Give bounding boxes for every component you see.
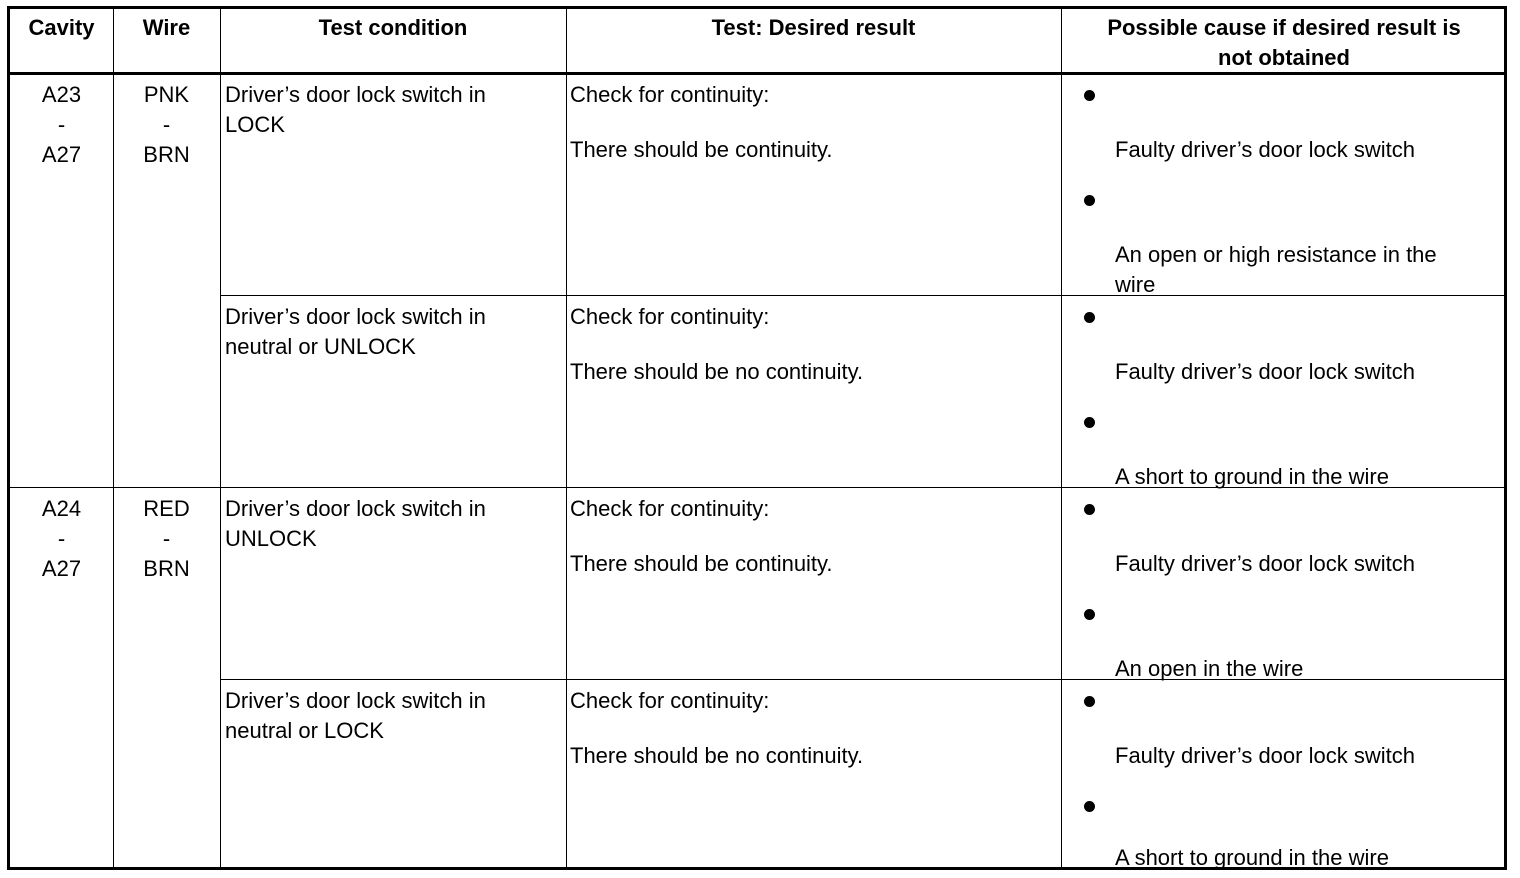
column-divider	[1061, 9, 1062, 867]
test-condition-line: LOCK	[225, 112, 285, 137]
test-table	[7, 6, 1507, 870]
test-condition-line: neutral or LOCK	[225, 718, 384, 743]
cavity-separator: -	[57, 112, 66, 137]
wire-cell	[113, 494, 220, 584]
cavity-separator: -	[57, 526, 66, 551]
desired-result: There should be continuity.	[570, 137, 833, 162]
bullet-icon	[1084, 504, 1095, 515]
header-possible-cause-line-1: Possible cause if desired result is	[1107, 15, 1461, 40]
bullet-icon	[1084, 312, 1095, 323]
header-cavity: Cavity	[28, 15, 95, 40]
row-divider	[220, 679, 1504, 680]
desired-result: There should be continuity.	[570, 551, 833, 576]
cavity-pin: A27	[41, 142, 82, 167]
wire-color: BRN	[143, 142, 190, 167]
header-possible-cause	[1061, 13, 1507, 73]
possible-cause: A short to ground in the wire	[1115, 845, 1389, 870]
desired-result: There should be no continuity.	[570, 743, 864, 768]
header-possible-cause-line-2: not obtained	[1218, 45, 1350, 70]
possible-cause	[1115, 240, 1437, 300]
bullet-icon	[1084, 801, 1095, 812]
column-divider	[566, 9, 567, 867]
bullet-icon	[1084, 417, 1095, 428]
possible-cause: Faulty driver’s door lock switch	[1115, 359, 1415, 384]
test-condition-line: UNLOCK	[225, 526, 317, 551]
test-condition-line: Driver’s door lock switch in	[225, 304, 486, 329]
possible-cause-line: wire	[1115, 272, 1156, 297]
test-condition-cell	[225, 302, 486, 362]
test-condition-line: neutral or UNLOCK	[225, 334, 416, 359]
test-condition-cell	[225, 80, 486, 140]
possible-cause: A short to ground in the wire	[1115, 464, 1389, 489]
possible-cause: Faulty driver’s door lock switch	[1115, 137, 1415, 162]
bullet-icon	[1084, 696, 1095, 707]
test-condition-cell	[225, 686, 486, 746]
test-condition-line: Driver’s door lock switch in	[225, 688, 486, 713]
wire-color: RED	[143, 496, 190, 521]
cavity-cell	[10, 80, 113, 170]
wire-color: BRN	[143, 556, 190, 581]
check-label: Check for continuity:	[570, 688, 770, 713]
test-condition-cell	[225, 494, 486, 554]
check-label: Check for continuity:	[570, 496, 770, 521]
possible-cause: Faulty driver’s door lock switch	[1115, 551, 1415, 576]
header-desired-result: Test: Desired result	[711, 15, 916, 40]
test-condition-line: Driver’s door lock switch in	[225, 82, 486, 107]
cavity-pin: A23	[41, 82, 82, 107]
test-condition-line: Driver’s door lock switch in	[225, 496, 486, 521]
cavity-pin: A27	[41, 556, 82, 581]
wire-color: PNK	[143, 82, 190, 107]
header-wire: Wire	[142, 15, 191, 40]
wire-separator: -	[162, 112, 171, 137]
bullet-icon	[1084, 90, 1095, 101]
check-label: Check for continuity:	[570, 304, 770, 329]
bullet-icon	[1084, 609, 1095, 620]
possible-cause-line: An open or high resistance in the	[1115, 242, 1437, 267]
header-test-condition: Test condition	[318, 15, 468, 40]
possible-cause: An open in the wire	[1115, 656, 1304, 681]
cavity-pin: A24	[41, 496, 82, 521]
desired-result: There should be no continuity.	[570, 359, 864, 384]
possible-cause: Faulty driver’s door lock switch	[1115, 743, 1415, 768]
check-label: Check for continuity:	[570, 82, 770, 107]
wire-separator: -	[162, 526, 171, 551]
cavity-cell	[10, 494, 113, 584]
bullet-icon	[1084, 195, 1095, 206]
wire-cell	[113, 80, 220, 170]
column-divider	[220, 9, 221, 867]
